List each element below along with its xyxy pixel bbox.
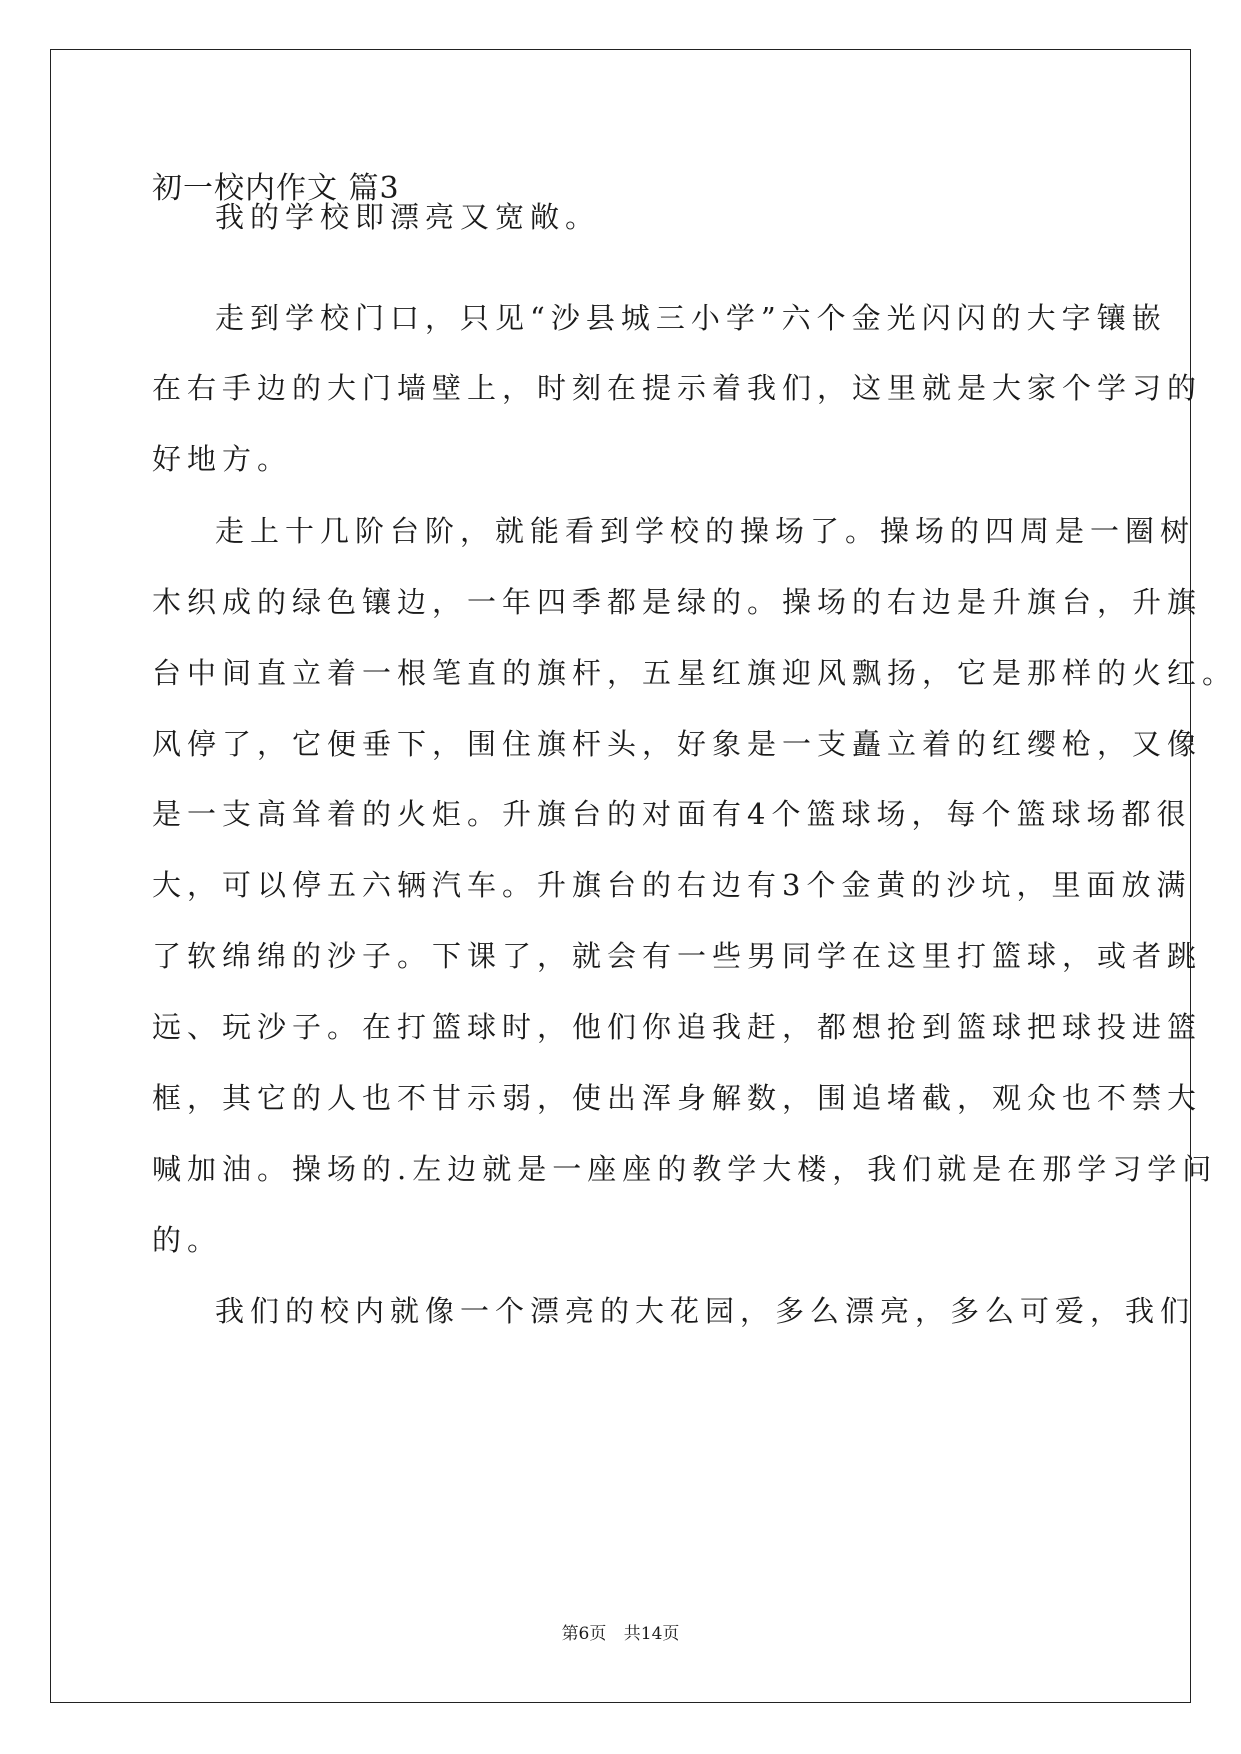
paragraph-line: 大，可以停五六辆汽车。升旗台的右边有3个金黄的沙坑，里面放满 [152,868,1192,902]
page-footer [0,1622,1241,1646]
paragraph-line: 是一支高耸着的火炬。升旗台的对面有4个篮球场，每个篮球场都很 [152,797,1192,831]
paragraph-line: 远、玩沙子。在打篮球时，他们你追我赶，都想抢到篮球把球投进篮 [152,1010,1203,1044]
paragraph-line: 台中间直立着一根笔直的旗杆，五星红旗迎风飘扬，它是那样的火红。 [152,656,1238,690]
paragraph-line: 我的学校即漂亮又宽敞。 [215,200,601,234]
paragraph-line: 走到学校门口，只见“沙县城三小学”六个金光闪闪的大字镶嵌 [215,301,1167,335]
page-total: 共14页 [623,1624,680,1644]
paragraph-line: 了软绵绵的沙子。下课了，就会有一些男同学在这里打篮球，或者跳 [152,939,1203,973]
document-heading: 初一校内作文 篇3 [152,171,400,206]
paragraph-line: 框，其它的人也不甘示弱，使出浑身解数，围追堵截，观众也不禁大 [152,1081,1203,1115]
paragraph-line: 我们的校内就像一个漂亮的大花园，多么漂亮，多么可爱，我们 [215,1294,1196,1328]
paragraph-line: 风停了，它便垂下，围住旗杆头，好象是一支矗立着的红缨枪，又像 [152,727,1203,761]
page-number: 第6页 [561,1624,607,1644]
paragraph-line: 的。 [152,1223,223,1257]
paragraph-line: 走上十几阶台阶，就能看到学校的操场了。操场的四周是一圈树 [215,514,1196,548]
paragraph-line: 木织成的绿色镶边，一年四季都是绿的。操场的右边是升旗台，升旗 [152,585,1203,619]
paragraph-line: 喊加油。操场的.左边就是一座座的教学大楼，我们就是在那学习学问 [152,1152,1218,1186]
paragraph-line: 在右手边的大门墙壁上，时刻在提示着我们，这里就是大家个学习的 [152,371,1203,405]
paragraph-line: 好地方。 [152,442,293,476]
